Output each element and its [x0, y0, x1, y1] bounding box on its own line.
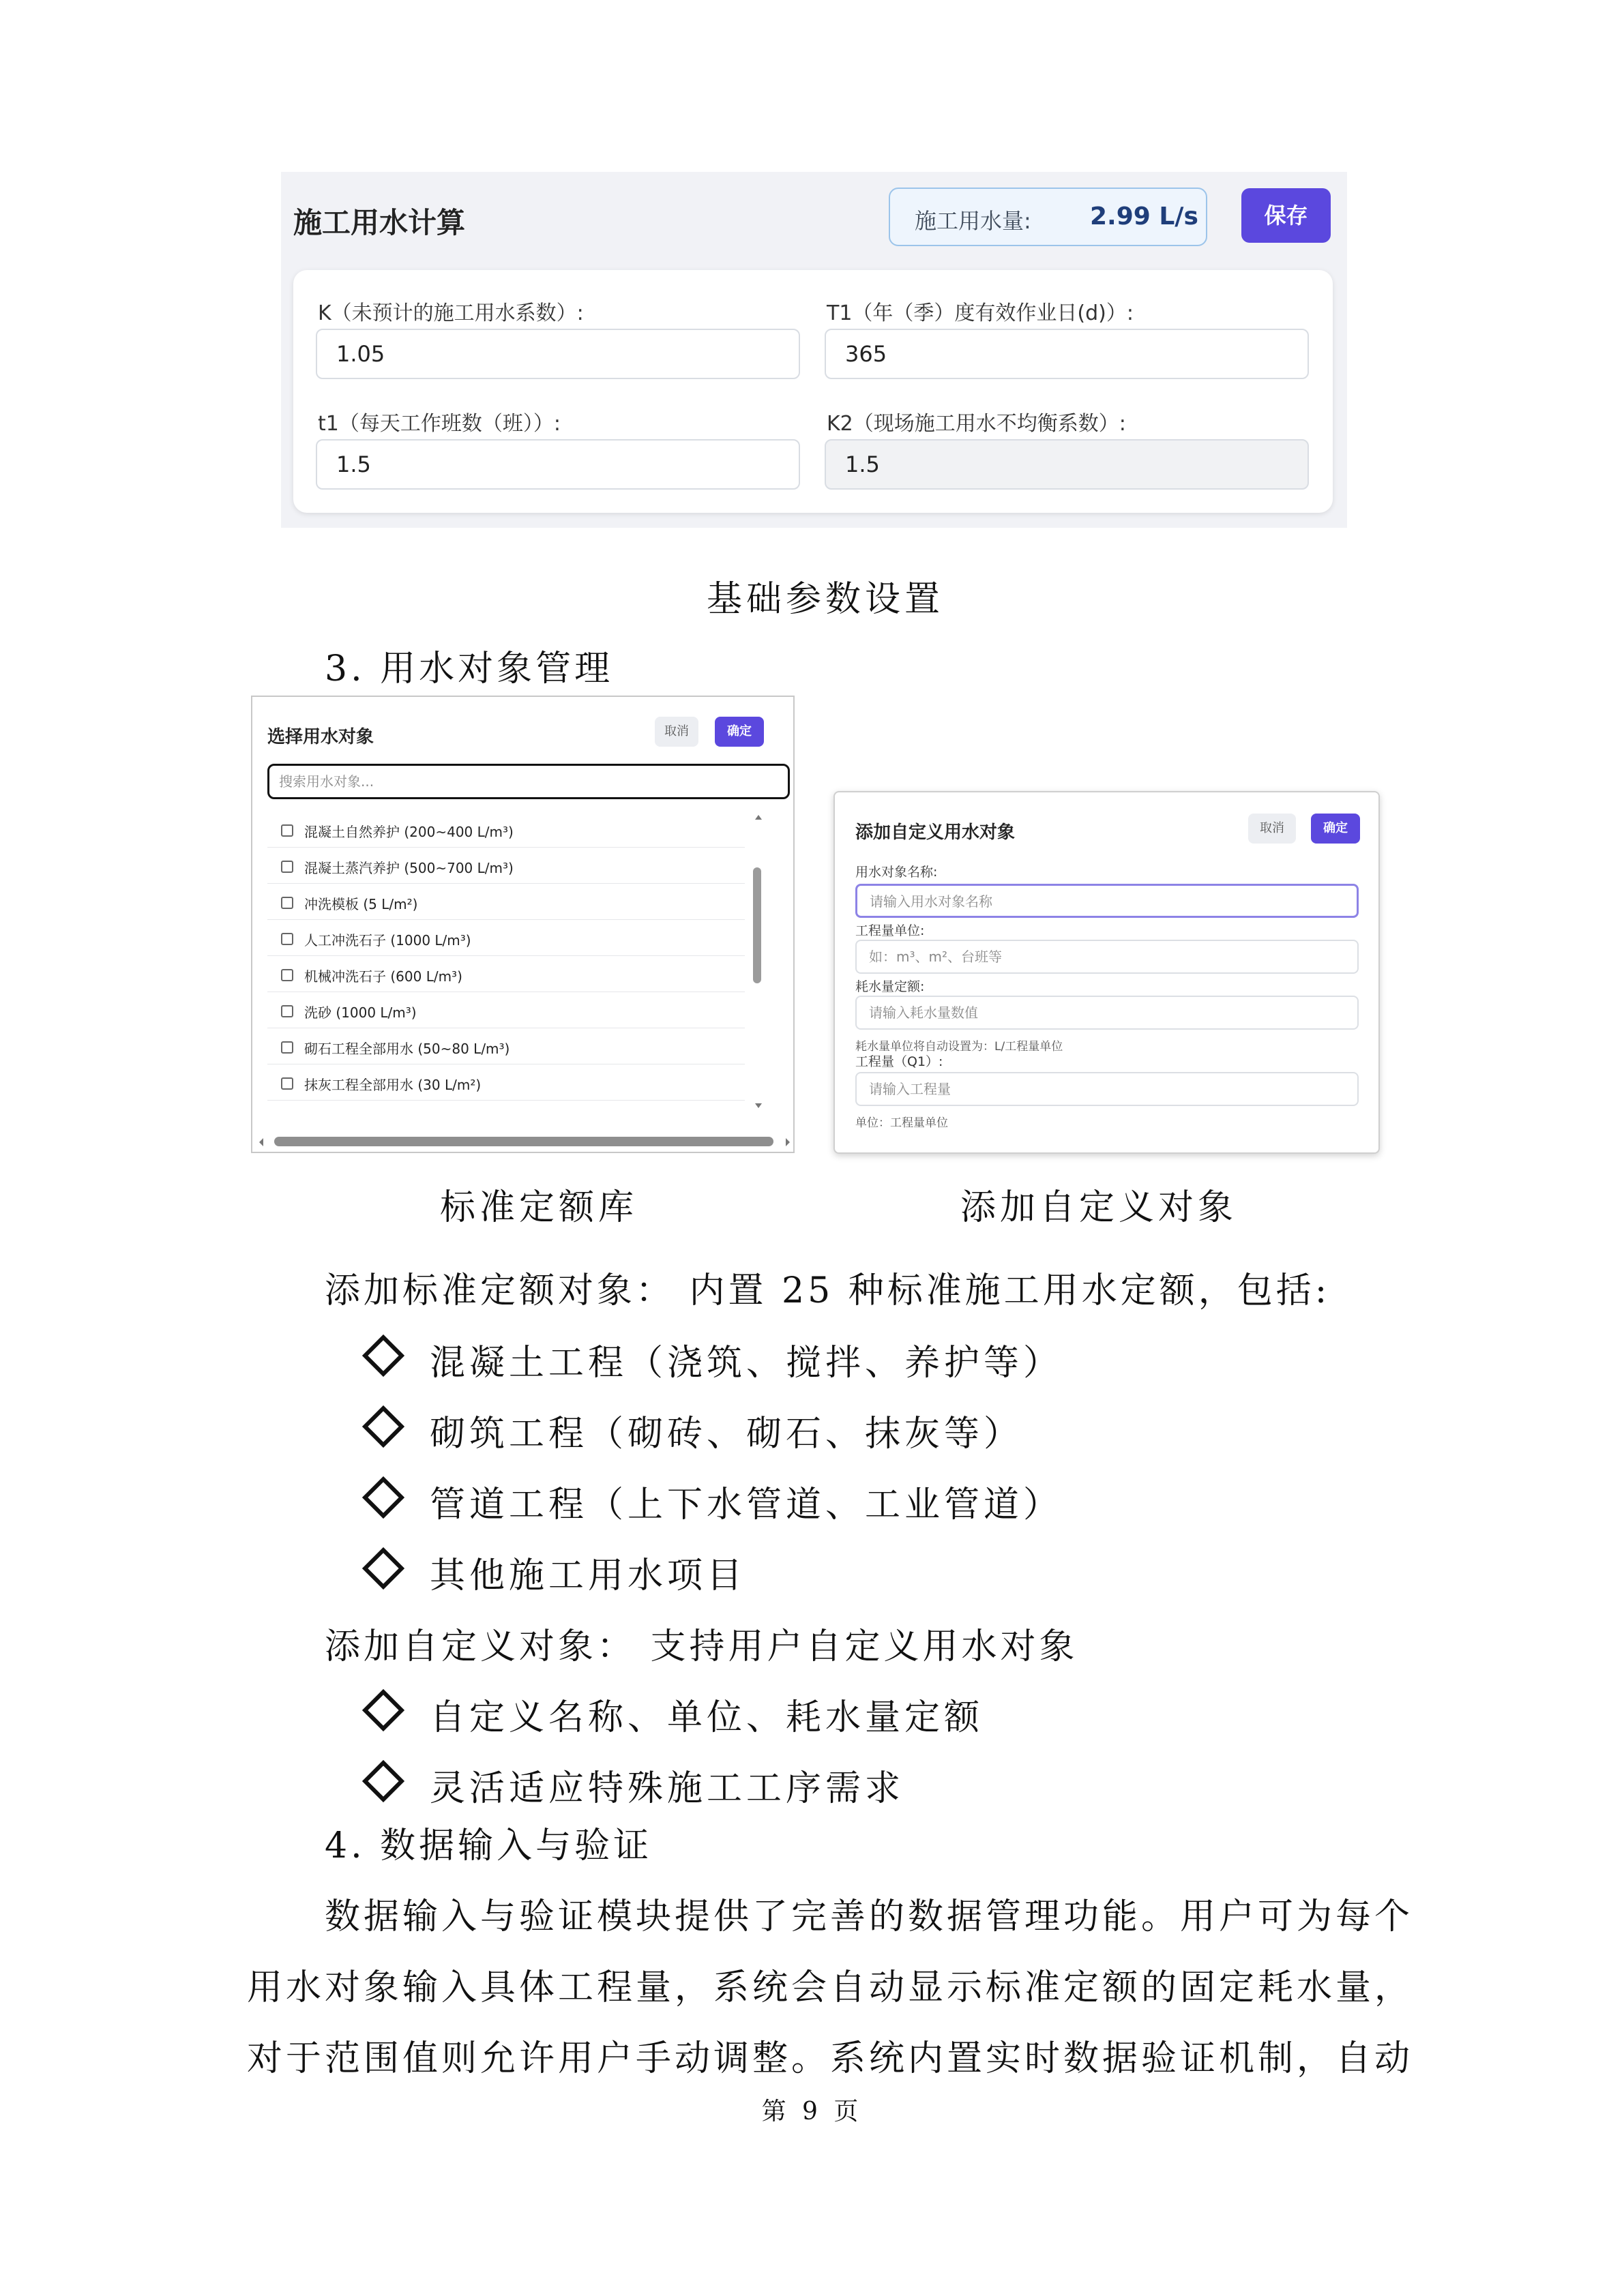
quota-label: 耗水量定额: — [855, 979, 925, 994]
bullet-text: 砌筑工程（砌砖、砌石、抹灰等） — [430, 1414, 1024, 1455]
checkbox[interactable] — [281, 1041, 293, 1054]
caption-basic-params: 基础参数设置 — [707, 579, 945, 620]
list-item[interactable] — [267, 1028, 745, 1064]
save-button[interactable]: 保存 — [1241, 188, 1331, 243]
caption-standard-library: 标准定额库 — [440, 1187, 638, 1228]
checkbox[interactable] — [281, 897, 293, 909]
panel-title: 施工用水计算 — [293, 206, 466, 239]
quota-hint: 耗水量单位将自动设置为：L/工程量单位 — [855, 1040, 1063, 1054]
diamond-bullet-icon — [362, 1689, 404, 1731]
list-item[interactable] — [267, 848, 745, 884]
q1-hint: 单位：工程量单位 — [855, 1116, 948, 1130]
bullet-item — [368, 1476, 1063, 1527]
list-item[interactable] — [267, 884, 745, 920]
unit-label: 工程量单位: — [855, 923, 925, 938]
cancel-button[interactable]: 取消 — [1248, 814, 1296, 844]
body-line: 用水对象输入具体工程量，系统会自动显示标准定额的固定耗水量， — [247, 1967, 1414, 2008]
select-water-object-dialog — [251, 696, 795, 1153]
diamond-bullet-icon — [362, 1760, 404, 1802]
list-item[interactable] — [267, 920, 745, 956]
diamond-bullet-icon — [362, 1405, 404, 1448]
checkbox[interactable] — [281, 933, 293, 945]
section-3-heading: 3. 用水对象管理 — [325, 648, 614, 689]
para-standard-objects: 添加标准定额对象： 内置 25 种标准施工用水定额，包括: — [325, 1270, 1331, 1311]
caption-add-custom: 添加自定义对象 — [960, 1187, 1238, 1228]
field-t1-input[interactable]: 365 — [825, 329, 1309, 379]
bullet-text: 混凝土工程（浇筑、搅拌、养护等） — [430, 1343, 1063, 1384]
result-label: 施工用水量: — [915, 208, 1031, 234]
name-label: 用水对象名称: — [855, 865, 938, 880]
vertical-scroll-thumb[interactable] — [753, 867, 761, 983]
field-t1-label: T1（年（季）度有效作业日(d)）: — [827, 301, 1134, 325]
bullet-text: 自定义名称、单位、耗水量定额 — [430, 1697, 984, 1738]
add-custom-object-dialog — [833, 791, 1380, 1154]
scroll-left-arrow-icon — [259, 1138, 263, 1146]
quota-input[interactable]: 请输入耗水量数值 — [855, 996, 1359, 1030]
bullet-text: 管道工程（上下水管道、工业管道） — [430, 1485, 1063, 1525]
field-k-label: K（未预计的施工用水系数）: — [318, 301, 584, 325]
dialog-title: 添加自定义用水对象 — [855, 822, 1016, 843]
item-label: 混凝土自然养护 (200~400 L/m³) — [304, 824, 514, 840]
item-label: 机械冲洗石子 (600 L/m³) — [304, 968, 462, 985]
field-k-input[interactable]: 1.05 — [316, 329, 800, 379]
cancel-button[interactable]: 取消 — [655, 717, 698, 747]
search-input[interactable]: 搜索用水对象... — [267, 764, 790, 799]
scroll-down-arrow-icon — [755, 1103, 762, 1108]
checkbox[interactable] — [281, 1077, 293, 1090]
diamond-bullet-icon — [362, 1547, 404, 1590]
bullet-text: 其他施工用水项目 — [430, 1555, 747, 1596]
section-4-heading: 4. 数据输入与验证 — [325, 1825, 653, 1866]
checkbox[interactable] — [281, 1005, 293, 1017]
field-k2-input: 1.5 — [825, 439, 1309, 490]
list-item[interactable] — [267, 811, 745, 848]
bullet-item — [368, 1759, 904, 1810]
field-k2-label: K2（现场施工用水不均衡系数）: — [827, 412, 1126, 436]
unit-input[interactable]: 如：m³、m²、台班等 — [855, 940, 1359, 974]
q1-label: 工程量（Q1）: — [855, 1054, 943, 1069]
bullet-item — [368, 1688, 984, 1740]
page-number: 第 9 页 — [761, 2098, 863, 2126]
list-item[interactable] — [267, 992, 745, 1028]
checkbox[interactable] — [281, 969, 293, 981]
horizontal-scroll-thumb[interactable] — [274, 1137, 773, 1146]
diamond-bullet-icon — [362, 1335, 404, 1377]
bullet-item — [368, 1334, 1063, 1385]
confirm-button[interactable]: 确定 — [1311, 814, 1360, 844]
list-item[interactable] — [267, 1064, 745, 1101]
result-value: 2.99 L/s — [1090, 203, 1198, 230]
dialog-title: 选择用水对象 — [267, 727, 374, 747]
item-label: 混凝土蒸汽养护 (500~700 L/m³) — [304, 860, 514, 876]
bullet-item — [368, 1405, 1023, 1456]
scroll-right-arrow-icon — [786, 1138, 790, 1146]
checkbox[interactable] — [281, 861, 293, 873]
para-custom-objects: 添加自定义对象： 支持用户自定义用水对象 — [325, 1626, 1078, 1667]
scroll-up-arrow-icon — [755, 815, 762, 820]
checkbox[interactable] — [281, 824, 293, 837]
item-label: 砌石工程全部用水 (50~80 L/m³) — [304, 1041, 510, 1057]
name-input[interactable]: 请输入用水对象名称 — [855, 884, 1359, 918]
water-object-list — [267, 811, 745, 1101]
body-line: 对于范围值则允许用户手动调整。系统内置实时数据验证机制，自动 — [247, 2038, 1414, 2079]
q1-input[interactable]: 请输入工程量 — [855, 1072, 1359, 1106]
water-calc-panel — [281, 172, 1347, 528]
item-label: 洗砂 (1000 L/m³) — [304, 1004, 417, 1021]
bullet-text: 灵活适应特殊施工工序需求 — [430, 1768, 905, 1809]
item-label: 人工冲洗石子 (1000 L/m³) — [304, 932, 471, 949]
field-shifts-label: t1（每天工作班数（班））: — [318, 412, 561, 436]
field-shifts-input[interactable]: 1.5 — [316, 439, 800, 490]
confirm-button[interactable]: 确定 — [715, 717, 764, 747]
diamond-bullet-icon — [362, 1476, 404, 1519]
result-box — [889, 188, 1207, 246]
item-label: 冲洗模板 (5 L/m²) — [304, 896, 418, 912]
params-card — [293, 270, 1333, 513]
list-item[interactable] — [267, 956, 745, 992]
item-label: 抹灰工程全部用水 (30 L/m²) — [304, 1077, 482, 1093]
bullet-item — [368, 1547, 746, 1598]
body-line: 数据输入与验证模块提供了完善的数据管理功能。用户可为每个 — [325, 1896, 1414, 1937]
